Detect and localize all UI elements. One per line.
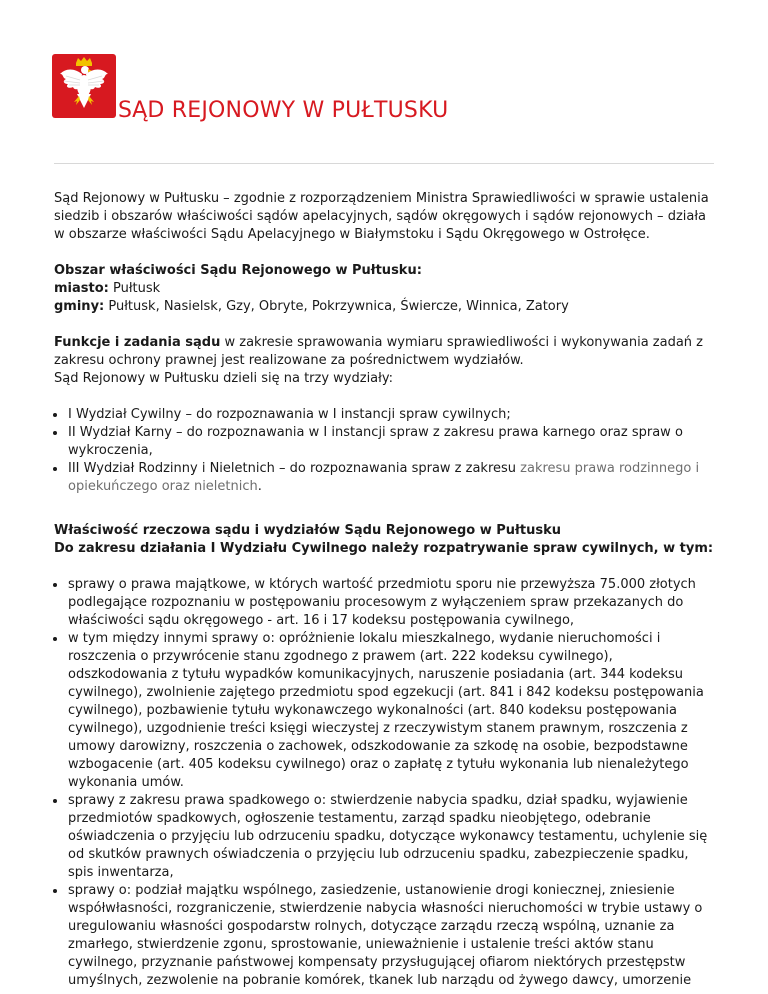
division-text: II Wydział Karny – do rozpoznawania w I instancji spraw z zakresu prawa karnego oraz spraw o wykroczenia, — [68, 425, 683, 458]
list-item: • sprawy o: podział majątku wspólnego, zasiedzenie, ustanowienie drogi koniecznej, zniesienie współwłasności, rozgraniczenie, stwierdzenie nabycia własności nieruchomości w trybie ustawy o uregulowaniu własności gospodarstw rolnych, dotyczące zarządu rzeczą wspólną, uznanie za zmarłego, stwierdzenie zgonu, sprostowanie, unieważnienie i ustalenie treści aktów stanu cywilnego, przyznanie państwowej kompensaty przysługującej ofiarom niektórych przestępstw umyślnych, zezwolenie na pobranie komórek, tkanek lub narządu od żywego dawcy, umorzenie — [67, 882, 716, 990]
functions-lead: Funkcje i zadania sądu — [54, 335, 221, 350]
main-content — [54, 190, 716, 990]
header — [52, 54, 714, 164]
communes-label: gminy: — [54, 299, 105, 314]
city-label: miasto: — [54, 281, 109, 296]
competence-subtitle: Do zakresu działania I Wydziału Cywilnego należy rozpatrywanie spraw cywilnych, w tym: — [54, 541, 714, 556]
jurisdiction-heading: Obszar właściwości Sądu Rejonowego w Pułtusku: — [54, 263, 422, 278]
functions-text: w zakresie sprawowania wymiaru sprawiedliwości i wykonywania zadań z zakresu ochrony prawnej jest realizowane za pośrednictwem wydziałów. — [54, 335, 703, 368]
division-text: III Wydział Rodzinny i Nieletnich – do rozpoznawania spraw z zakresu — [68, 461, 521, 476]
divisions-list — [54, 406, 716, 496]
eagle-emblem-icon — [52, 54, 116, 118]
list-item: • sprawy z zakresu prawa spadkowego o: stwierdzenie nabycia spadku, dział spadku, wyjawienie przedmiotów spadkowych, ogłoszenie testamentu, zarząd spadku nieobjętego, odebranie oświadczenia o przyjęciu lub odrzuceniu spadku, dotyczące wykonawcy testamentu, uchylenie się od skutków prawnych oświadczenia o przyjęciu lub odrzuceniu spadku, zabezpieczenie spadku, spis inwentarza, — [67, 792, 716, 882]
competence-title: Właściwość rzeczowa sądu i wydziałów Sądu Rejonowego w Pułtusku — [54, 523, 561, 538]
division-scope-link[interactable]: zakresu prawa rodzinnego i opiekuńczego oraz nieletnich — [68, 461, 700, 494]
page-title: SĄD REJONOWY W PUŁTUSKU — [118, 98, 449, 123]
division-tail: . — [257, 479, 262, 494]
list-item: • sprawy o prawa majątkowe, w których wartość przedmiotu sporu nie przewyższa 75.000 złotych podlegające rozpoznaniu w postępowaniu procesowym z wyłączeniem spraw przekazanych do właściwości sądu okręgowego - art. 16 i 17 kodeksu postępowania cywilnego, — [67, 576, 716, 630]
communes-value: Pułtusk, Nasielsk, Gzy, Obryte, Pokrzywnica, Świercze, Winnica, Zatory — [104, 299, 569, 314]
divisions-intro: Sąd Rejonowy w Pułtusku dzieli się na trzy wydziały: — [54, 371, 393, 386]
intro-paragraph: Sąd Rejonowy w Pułtusku – zgodnie z rozporządzeniem Ministra Sprawiedliwości w sprawie ustalenia siedzib i obszarów właściwości sądów apelacyjnych, sądów okręgowych i sądów rejonowych – działa w obszarze właściwości Sądu Apelacyjnego w Białymstoku i Sądu Okręgowego w Ostrołęce. — [54, 191, 709, 242]
header-divider — [54, 163, 714, 164]
division-item — [67, 460, 716, 496]
division-item — [67, 406, 716, 424]
functions-section — [54, 334, 716, 388]
list-item: • w tym między innymi sprawy o: opróżnienie lokalu mieszkalnego, wydanie nieruchomości i roszczenia o przywrócenie stanu zgodnego z prawem (art. 222 kodeksu cywilnego), odszkodowania z tytułu wypadków komunikacyjnych, naruszenie posiadania (art. 344 kodeksu cywilnego), zwolnienie zajętego przedmiotu spod egzekucji (art. 841 i 842 kodeksu postępowania cywilnego), pozbawienie tytułu wykonawczego wykonalności (art. 840 kodeksu postępowania cywilnego), uzgodnienie treści księgi wieczystej z rzeczywistym stanem prawnym, roszczenia z umowy darowizny, roszczenia o zachowek, odszkodowanie za szkodę na osobie, bezpodstawne wzbogacenie (art. 405 kodeksu cywilnego) oraz o zapłatę z tytułu wykonania lub nienależytego wykonania umów. — [67, 630, 716, 792]
jurisdiction-section — [54, 262, 716, 316]
division-item — [67, 424, 716, 460]
civil-cases-list — [54, 576, 716, 990]
city-value: Pułtusk — [108, 281, 161, 296]
competence-heading-block — [54, 522, 716, 558]
division-text: I Wydział Cywilny – do rozpoznawania w I instancji spraw cywilnych; — [68, 407, 511, 422]
